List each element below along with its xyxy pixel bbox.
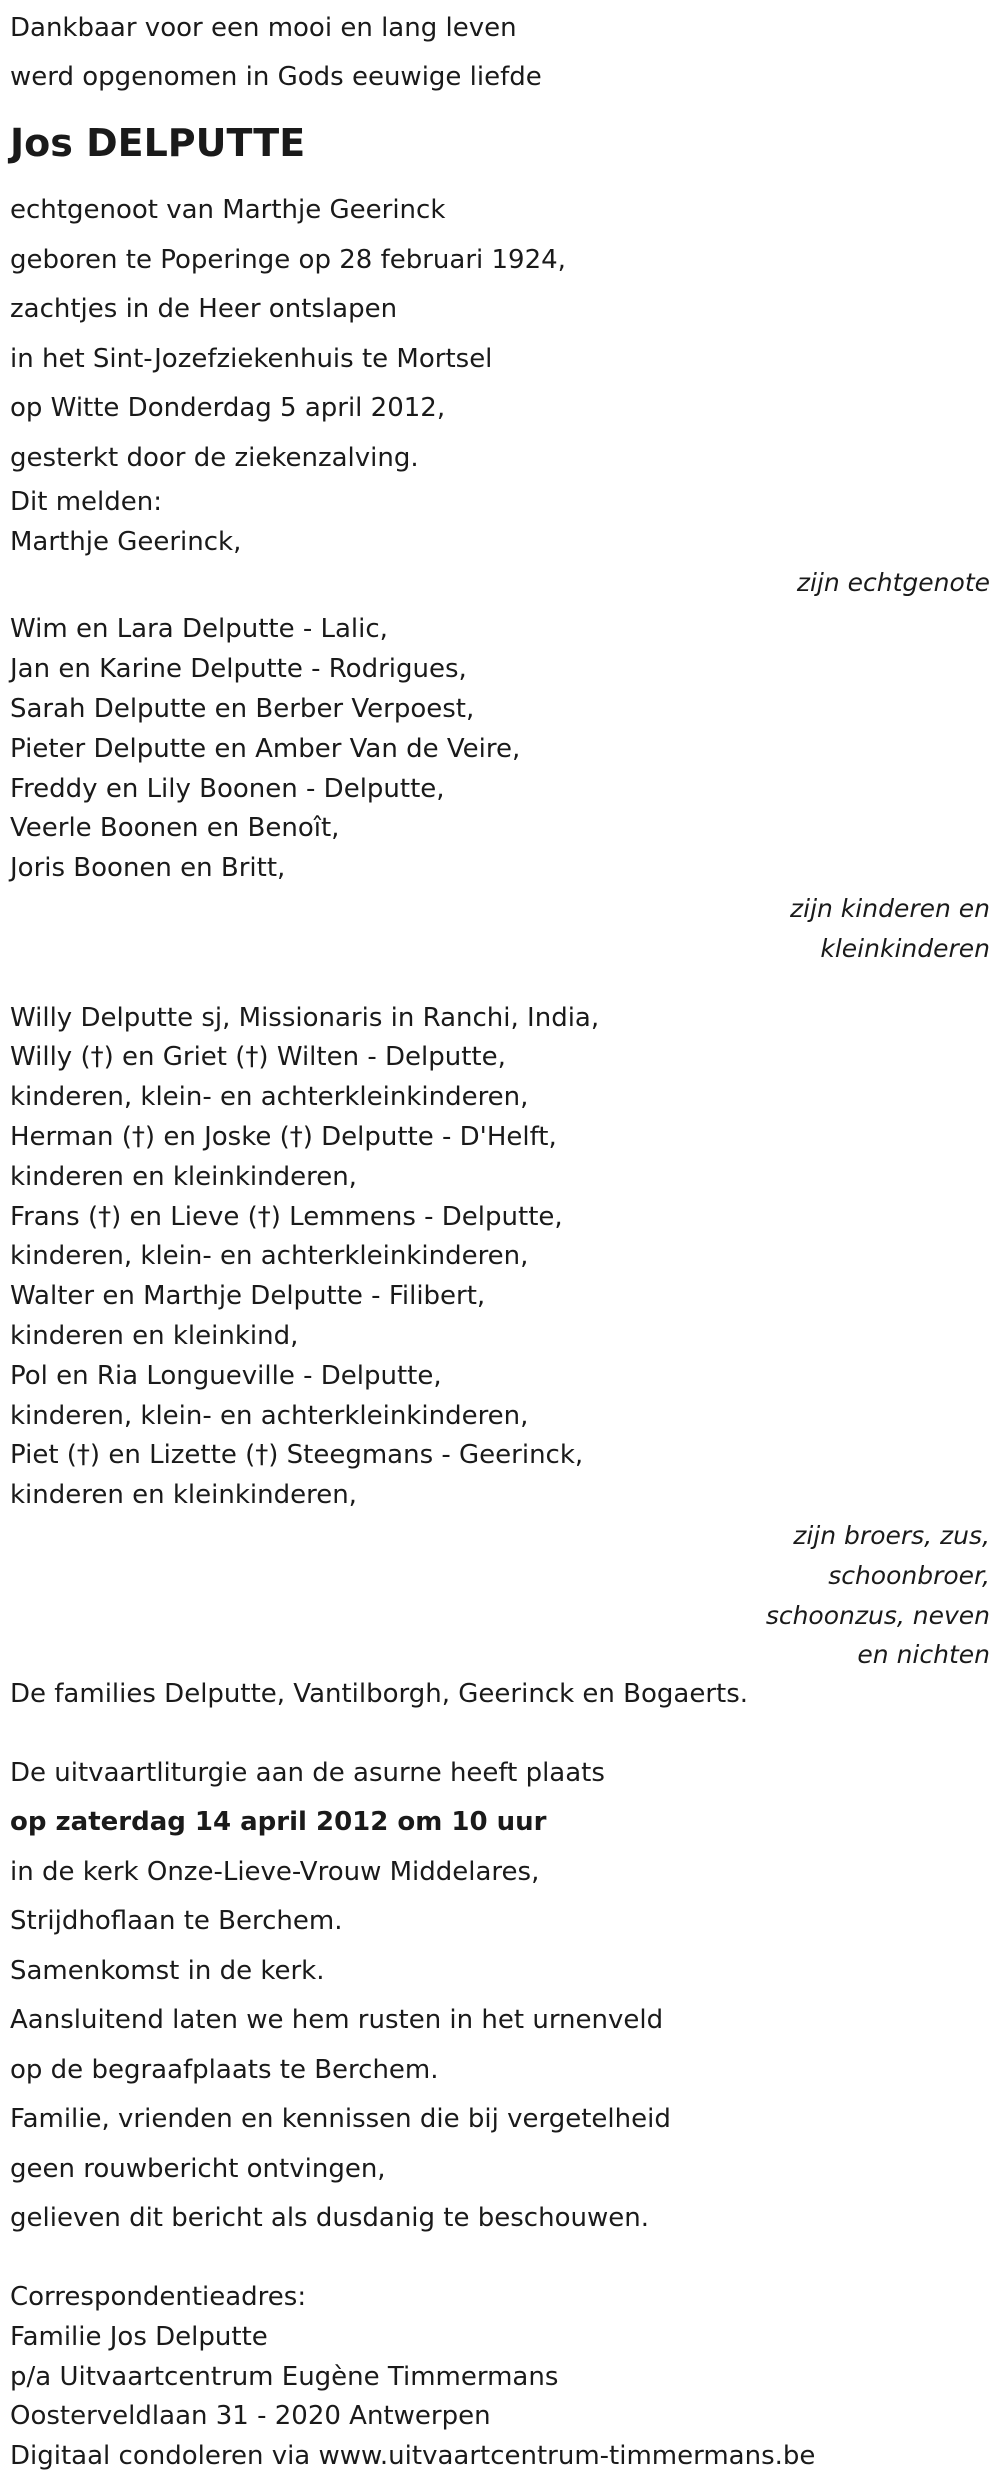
children-role: zijn kinderen en <box>790 893 990 923</box>
funeral-line: op de begraafplaats te Berchem. <box>10 2054 439 2085</box>
list-item: kinderen, klein- en achterkleinkinderen, <box>10 1400 529 1431</box>
list-item: Piet (†) en Lizette (†) Steegmans - Geerinck, <box>10 1440 584 1471</box>
address-line: Oosterveldlaan 31 - 2020 Antwerpen <box>10 2401 491 2432</box>
funeral-line: De uitvaartliturgie aan de asurne heeft plaats <box>10 1757 605 1788</box>
condolence-link[interactable]: Digitaal condoleren via www.uitvaartcentrum-timmermans.be <box>10 2441 816 2472</box>
list-item: Frans (†) en Lieve (†) Lemmens - Delputte, <box>10 1201 563 1232</box>
list-item: Willy Delputte sj, Missionaris in Ranchi, India, <box>10 1002 600 1033</box>
list-item: Willy (†) en Griet (†) Wilten - Delputte, <box>10 1042 506 1073</box>
bio-line: gesterkt door de ziekenzalving. <box>10 442 419 473</box>
list-item: Veerle Boonen en Benoît, <box>10 813 340 844</box>
bio-line: in het Sint-Jozefziekenhuis te Mortsel <box>10 343 493 374</box>
funeral-line: gelieven dit bericht als dusdanig te beschouwen. <box>10 2203 649 2234</box>
list-item: Joris Boonen en Britt, <box>10 853 286 884</box>
funeral-details <box>10 1749 990 2244</box>
list-item: kinderen en kleinkind, <box>10 1320 299 1351</box>
address-line: Familie Jos Delputte <box>10 2321 268 2352</box>
intro-line: werd opgenomen in Gods eeuwige liefde <box>10 62 542 92</box>
list-item: Pieter Delputte en Amber Van de Veire, <box>10 733 521 764</box>
obituary-page <box>10 0 990 2477</box>
spouse-name: Marthje Geerinck, <box>10 526 242 557</box>
list-item: kinderen, klein- en achterkleinkinderen, <box>10 1241 529 1272</box>
children-role: kleinkinderen <box>820 933 990 963</box>
bio-line: geboren te Poperinge op 28 februari 1924, <box>10 244 566 275</box>
deceased-name: Jos DELPUTTE <box>10 121 306 165</box>
bio-line: echtgenoot van Marthje Geerinck <box>10 195 446 225</box>
list-item: Herman (†) en Joske (†) Delputte - D'Helft, <box>10 1121 557 1152</box>
list-item: kinderen en kleinkinderen, <box>10 1161 357 1192</box>
funeral-line: in de kerk Onze-Lieve-Vrouw Middelares, <box>10 1856 540 1887</box>
spouse-role: zijn echtgenote <box>796 567 990 597</box>
address-line: Correspondentieadres: <box>10 2281 307 2312</box>
correspondence-address <box>10 2278 990 2477</box>
intro-text <box>10 0 990 98</box>
announcers <box>10 483 990 602</box>
list-item: kinderen, klein- en achterkleinkinderen, <box>10 1082 529 1113</box>
siblings-role: schoonbroer, <box>828 1560 990 1590</box>
families-line: De families Delputte, Vantilborgh, Geerinck en Bogaerts. <box>10 1679 749 1710</box>
siblings-list <box>10 999 990 1715</box>
address-line: p/a Uitvaartcentrum Eugène Timmermans <box>10 2361 559 2392</box>
siblings-role: schoonzus, neven <box>765 1600 990 1630</box>
funeral-line: Strijdhoflaan te Berchem. <box>10 1906 343 1937</box>
list-item: Jan en Karine Delputte - Rodrigues, <box>10 654 467 685</box>
announcers-intro: Dit melden: <box>10 487 162 517</box>
funeral-datetime: op zaterdag 14 april 2012 om 10 uur <box>10 1807 547 1838</box>
bio-line: op Witte Donderdag 5 april 2012, <box>10 393 446 423</box>
list-item: Freddy en Lily Boonen - Delputte, <box>10 773 445 804</box>
list-item: Wim en Lara Delputte - Lalic, <box>10 614 388 645</box>
funeral-line: geen rouwbericht ontvingen, <box>10 2153 386 2184</box>
list-item: Walter en Marthje Delputte - Filibert, <box>10 1281 486 1312</box>
funeral-line: Aansluitend laten we hem rusten in het urnenveld <box>10 2005 664 2036</box>
funeral-line: Samenkomst in de kerk. <box>10 1955 325 1986</box>
bio-line: zachtjes in de Heer ontslapen <box>10 294 398 324</box>
list-item: Sarah Delputte en Berber Verpoest, <box>10 693 475 724</box>
list-item: kinderen en kleinkinderen, <box>10 1480 357 1511</box>
funeral-line: Familie, vrienden en kennissen die bij vergetelheid <box>10 2104 671 2135</box>
biography <box>10 186 990 483</box>
list-item: Pol en Ria Longueville - Delputte, <box>10 1360 442 1391</box>
siblings-role: zijn broers, zus, <box>793 1520 990 1550</box>
children-list <box>10 610 990 968</box>
siblings-role: en nichten <box>857 1640 990 1670</box>
intro-line: Dankbaar voor een mooi en lang leven <box>10 13 517 43</box>
